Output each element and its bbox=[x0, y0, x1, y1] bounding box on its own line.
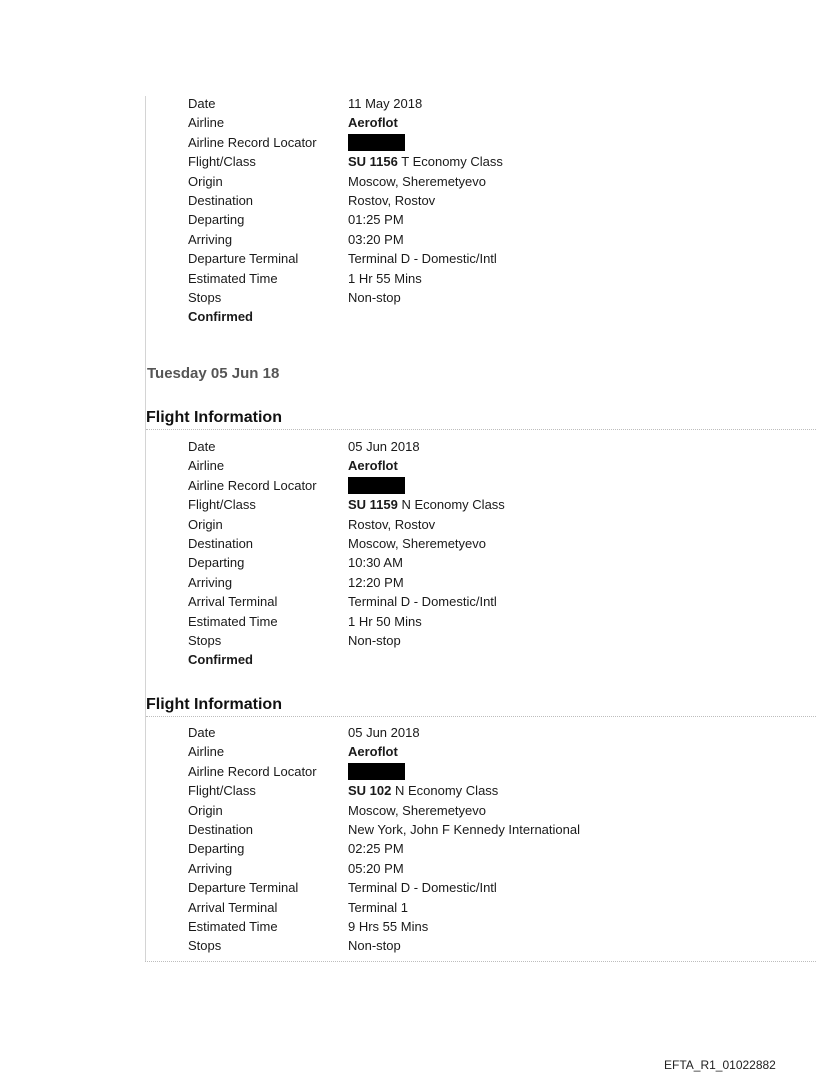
row-estimated-time bbox=[188, 612, 748, 631]
row-record-locator bbox=[188, 762, 748, 781]
label-origin: Origin bbox=[188, 173, 223, 189]
status-confirmed: Confirmed bbox=[188, 652, 253, 668]
row-date bbox=[188, 94, 748, 113]
value-arriving: 12:20 PM bbox=[348, 574, 404, 590]
flight-details-2 bbox=[188, 437, 748, 670]
label-origin: Origin bbox=[188, 516, 223, 532]
row-arriving bbox=[188, 859, 748, 878]
value-origin: Moscow, Sheremetyevo bbox=[348, 802, 487, 818]
value-date: 05 Jun 2018 bbox=[348, 439, 420, 454]
value-arriving: 03:20 PM bbox=[348, 231, 404, 247]
value-airline: Aeroflot bbox=[348, 115, 398, 131]
row-flight-class bbox=[188, 781, 748, 800]
row-departing bbox=[188, 210, 748, 229]
row-stops bbox=[188, 936, 748, 955]
label-date: Date bbox=[188, 725, 216, 740]
class-text: N Economy Class bbox=[391, 783, 499, 799]
value-departure-terminal: Terminal D - Domestic/Intl bbox=[348, 251, 497, 267]
value-flight-class bbox=[348, 152, 503, 171]
row-record-locator bbox=[188, 133, 748, 152]
value-arriving: 05:20 PM bbox=[348, 860, 404, 876]
value-destination: Rostov, Rostov bbox=[348, 192, 436, 208]
row-departing bbox=[188, 839, 748, 858]
value-estimated-time: 9 Hrs 55 Mins bbox=[348, 918, 429, 934]
label-arriving: Arriving bbox=[188, 860, 233, 876]
value-flight-class bbox=[348, 495, 505, 514]
label-airline: Airline bbox=[188, 458, 225, 474]
row-flight-class bbox=[188, 152, 748, 171]
value-destination: New York, John F Kennedy International bbox=[348, 821, 580, 837]
label-destination: Destination bbox=[188, 192, 254, 208]
row-departing bbox=[188, 553, 748, 572]
row-arriving bbox=[188, 573, 748, 592]
label-flight-class: Flight/Class bbox=[188, 154, 256, 170]
value-arrival-terminal: Terminal D - Domestic/Intl bbox=[348, 594, 497, 610]
label-record-locator: Airline Record Locator bbox=[188, 477, 317, 493]
row-record-locator bbox=[188, 476, 748, 495]
value-origin: Rostov, Rostov bbox=[348, 516, 436, 532]
value-record-locator bbox=[348, 476, 405, 495]
value-flight-class bbox=[348, 781, 498, 800]
value-stops: Non-stop bbox=[348, 289, 401, 305]
row-status bbox=[188, 307, 748, 326]
value-departure-terminal: Terminal D - Domestic/Intl bbox=[348, 880, 497, 896]
label-arriving: Arriving bbox=[188, 574, 233, 590]
value-destination: Moscow, Sheremetyevo bbox=[348, 535, 487, 551]
label-stops: Stops bbox=[188, 632, 222, 648]
section-title-flight-information: Flight Information bbox=[146, 407, 816, 430]
value-arrival-terminal: Terminal 1 bbox=[348, 899, 408, 915]
row-origin bbox=[188, 801, 748, 820]
row-origin bbox=[188, 172, 748, 191]
value-date: 05 Jun 2018 bbox=[348, 725, 420, 740]
row-estimated-time bbox=[188, 917, 748, 936]
row-flight-class bbox=[188, 495, 748, 514]
section-title-flight-information: Flight Information bbox=[146, 694, 816, 717]
row-estimated-time bbox=[188, 269, 748, 288]
label-origin: Origin bbox=[188, 802, 223, 818]
value-departing: 02:25 PM bbox=[348, 841, 404, 857]
label-destination: Destination bbox=[188, 535, 254, 551]
label-estimated-time: Estimated Time bbox=[188, 918, 278, 934]
status-confirmed: Confirmed bbox=[188, 309, 253, 325]
row-destination bbox=[188, 534, 748, 553]
value-airline: Aeroflot bbox=[348, 458, 398, 474]
label-airline: Airline bbox=[188, 744, 225, 760]
row-destination bbox=[188, 820, 748, 839]
flight-details-1 bbox=[188, 94, 748, 327]
document-id: EFTA_R1_01022882 bbox=[664, 1058, 776, 1072]
row-airline bbox=[188, 456, 748, 475]
flight-details-3 bbox=[188, 723, 748, 956]
row-date bbox=[188, 723, 748, 742]
class-text: N Economy Class bbox=[397, 497, 505, 513]
value-date: 11 May 2018 bbox=[348, 96, 423, 111]
value-estimated-time: 1 Hr 55 Mins bbox=[348, 270, 422, 286]
label-arriving: Arriving bbox=[188, 231, 233, 247]
value-origin: Moscow, Sheremetyevo bbox=[348, 173, 487, 189]
label-flight-class: Flight/Class bbox=[188, 783, 256, 799]
day-header: Tuesday 05 Jun 18 bbox=[147, 365, 280, 382]
row-stops bbox=[188, 288, 748, 307]
flight-number: SU 1156 bbox=[348, 154, 398, 170]
label-stops: Stops bbox=[188, 938, 222, 954]
label-arrival-terminal: Arrival Terminal bbox=[188, 899, 278, 915]
label-departing: Departing bbox=[188, 555, 245, 571]
row-origin bbox=[188, 515, 748, 534]
label-destination: Destination bbox=[188, 821, 254, 837]
row-departure-terminal bbox=[188, 878, 748, 897]
row-date bbox=[188, 437, 748, 456]
label-flight-class: Flight/Class bbox=[188, 497, 256, 513]
label-record-locator: Airline Record Locator bbox=[188, 134, 317, 150]
row-status bbox=[188, 650, 748, 669]
flight-number: SU 102 bbox=[348, 783, 392, 799]
value-stops: Non-stop bbox=[348, 938, 401, 954]
row-arrival-terminal bbox=[188, 592, 748, 611]
class-text: T Economy Class bbox=[397, 154, 503, 170]
label-arrival-terminal: Arrival Terminal bbox=[188, 594, 278, 610]
value-record-locator bbox=[348, 133, 405, 152]
label-stops: Stops bbox=[188, 289, 222, 305]
row-departure-terminal bbox=[188, 249, 748, 268]
row-arrival-terminal bbox=[188, 898, 748, 917]
label-estimated-time: Estimated Time bbox=[188, 613, 278, 629]
row-stops bbox=[188, 631, 748, 650]
label-date: Date bbox=[188, 439, 216, 454]
value-airline: Aeroflot bbox=[348, 744, 398, 760]
label-departing: Departing bbox=[188, 212, 245, 228]
value-stops: Non-stop bbox=[348, 632, 401, 648]
label-date: Date bbox=[188, 96, 216, 111]
row-destination bbox=[188, 191, 748, 210]
value-departing: 01:25 PM bbox=[348, 212, 404, 228]
left-border-line bbox=[145, 96, 146, 962]
value-estimated-time: 1 Hr 50 Mins bbox=[348, 613, 422, 629]
value-departing: 10:30 AM bbox=[348, 555, 403, 571]
label-departure-terminal: Departure Terminal bbox=[188, 880, 299, 896]
row-arriving bbox=[188, 230, 748, 249]
row-airline bbox=[188, 113, 748, 132]
label-record-locator: Airline Record Locator bbox=[188, 763, 317, 779]
label-estimated-time: Estimated Time bbox=[188, 270, 278, 286]
flight-number: SU 1159 bbox=[348, 497, 398, 513]
label-departing: Departing bbox=[188, 841, 245, 857]
row-airline bbox=[188, 742, 748, 761]
value-record-locator bbox=[348, 762, 405, 781]
redaction-box bbox=[348, 763, 405, 780]
redaction-box bbox=[348, 134, 405, 151]
label-departure-terminal: Departure Terminal bbox=[188, 251, 299, 267]
label-airline: Airline bbox=[188, 115, 225, 131]
redaction-box bbox=[348, 477, 405, 494]
bottom-border-line bbox=[145, 961, 816, 962]
